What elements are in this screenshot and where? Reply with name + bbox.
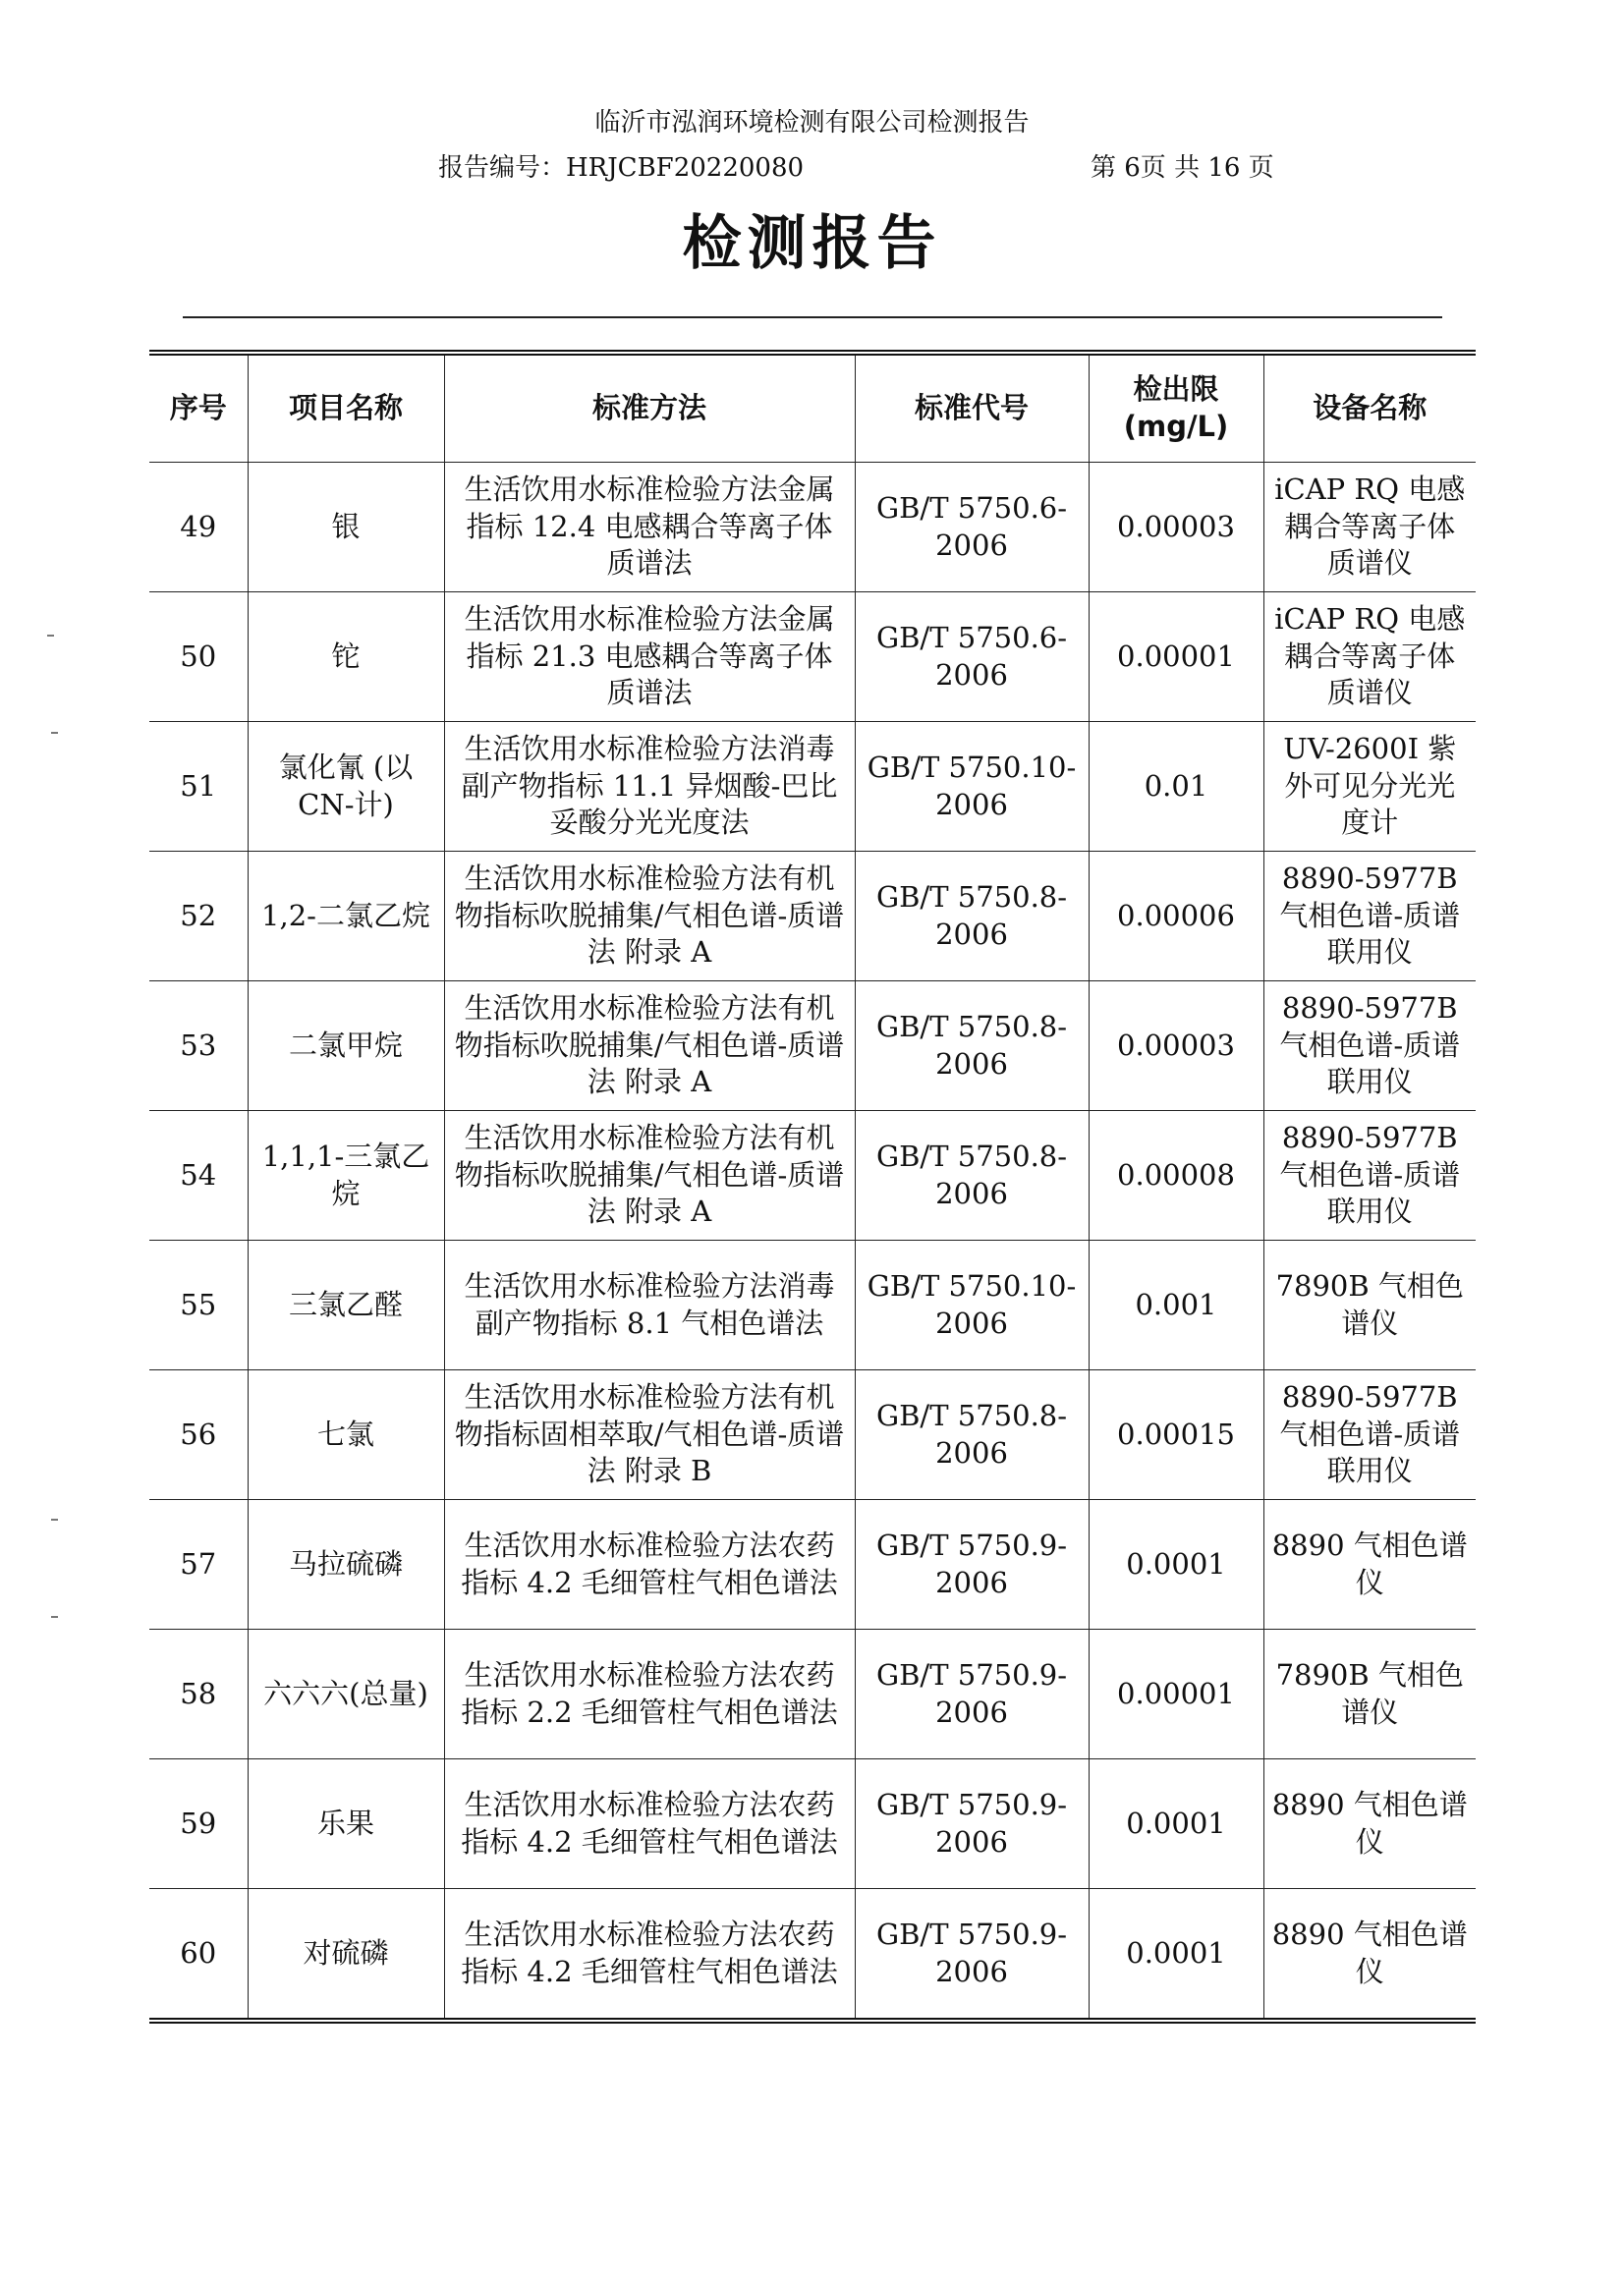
cell-index: 56 (149, 1370, 248, 1500)
report-title: 检测报告 (682, 209, 942, 278)
cell-equipment: 7890B 气相色谱仪 (1263, 1630, 1476, 1759)
cell-equipment: iCAP RQ 电感耦合等离子体质谱仪 (1263, 592, 1476, 722)
cell-equipment: 7890B 气相色谱仪 (1263, 1241, 1476, 1370)
table-row (149, 722, 1476, 852)
cell-limit: 0.0001 (1089, 1500, 1263, 1630)
report-number: 报告编号：HRJCBF20220080 (438, 153, 805, 183)
cell-index: 50 (149, 592, 248, 722)
cell-index: 60 (149, 1889, 248, 2022)
cell-method: 生活饮用水标准检验方法农药指标 4.2 毛细管柱气相色谱法 (444, 1889, 855, 2022)
cell-equipment: UV-2600I 紫外可见分光光度计 (1263, 722, 1476, 852)
cell-item: 七氯 (248, 1370, 444, 1500)
table-row (149, 1759, 1476, 1889)
table-row (149, 1370, 1476, 1500)
cell-method: 生活饮用水标准检验方法消毒副产物指标 8.1 气相色谱法 (444, 1241, 855, 1370)
cell-index: 55 (149, 1241, 248, 1370)
table-row (149, 463, 1476, 592)
results-table (149, 350, 1476, 2024)
cell-limit: 0.00006 (1089, 852, 1263, 981)
cell-item: 对硫磷 (248, 1889, 444, 2022)
cell-limit: 0.00003 (1089, 463, 1263, 592)
cell-code: GB/T 5750.10-2006 (855, 1241, 1089, 1370)
cell-equipment: iCAP RQ 电感耦合等离子体质谱仪 (1263, 463, 1476, 592)
cell-code: GB/T 5750.8-2006 (855, 981, 1089, 1111)
cell-index: 52 (149, 852, 248, 981)
table-row (149, 1500, 1476, 1630)
cell-index: 58 (149, 1630, 248, 1759)
cell-method: 生活饮用水标准检验方法有机物指标固相萃取/气相色谱-质谱法 附录 B (444, 1370, 855, 1500)
cell-index: 59 (149, 1759, 248, 1889)
cell-limit: 0.001 (1089, 1241, 1263, 1370)
cell-equipment: 8890 气相色谱仪 (1263, 1759, 1476, 1889)
cell-item: 三氯乙醛 (248, 1241, 444, 1370)
cell-code: GB/T 5750.6-2006 (855, 463, 1089, 592)
cell-equipment: 8890 气相色谱仪 (1263, 1889, 1476, 2022)
table-row (149, 981, 1476, 1111)
cell-equipment: 8890-5977B 气相色谱-质谱联用仪 (1263, 981, 1476, 1111)
cell-index: 54 (149, 1111, 248, 1241)
cell-code: GB/T 5750.8-2006 (855, 1370, 1089, 1500)
cell-code: GB/T 5750.9-2006 (855, 1759, 1089, 1889)
table-row (149, 1111, 1476, 1241)
cell-method: 生活饮用水标准检验方法有机物指标吹脱捕集/气相色谱-质谱法 附录 A (444, 1111, 855, 1241)
company-header: 临沂市泓润环境检测有限公司检测报告 (594, 108, 1030, 138)
table-header-row (149, 353, 1476, 463)
cell-code: GB/T 5750.9-2006 (855, 1889, 1089, 2022)
cell-method: 生活饮用水标准检验方法金属指标 21.3 电感耦合等离子体质谱法 (444, 592, 855, 722)
cell-method: 生活饮用水标准检验方法金属指标 12.4 电感耦合等离子体质谱法 (444, 463, 855, 592)
cell-item: 氯化氰 (以 CN-计) (248, 722, 444, 852)
table-row (149, 1241, 1476, 1370)
cell-item: 马拉硫磷 (248, 1500, 444, 1630)
table-row (149, 1889, 1476, 2022)
cell-item: 铊 (248, 592, 444, 722)
header-index: 序号 (149, 353, 248, 463)
scan-mark (47, 635, 54, 637)
cell-limit: 0.00001 (1089, 592, 1263, 722)
cell-method: 生活饮用水标准检验方法农药指标 4.2 毛细管柱气相色谱法 (444, 1500, 855, 1630)
cell-index: 49 (149, 463, 248, 592)
cell-equipment: 8890-5977B 气相色谱-质谱联用仪 (1263, 1111, 1476, 1241)
cell-index: 53 (149, 981, 248, 1111)
cell-code: GB/T 5750.6-2006 (855, 592, 1089, 722)
scan-mark (51, 1616, 58, 1618)
cell-item: 乐果 (248, 1759, 444, 1889)
cell-item: 1,1,1-三氯乙烷 (248, 1111, 444, 1241)
cell-code: GB/T 5750.8-2006 (855, 852, 1089, 981)
cell-code: GB/T 5750.8-2006 (855, 1111, 1089, 1241)
header-method: 标准方法 (444, 353, 855, 463)
cell-code: GB/T 5750.9-2006 (855, 1500, 1089, 1630)
cell-method: 生活饮用水标准检验方法有机物指标吹脱捕集/气相色谱-质谱法 附录 A (444, 852, 855, 981)
page-info: 第 6页 共 16 页 (1091, 153, 1274, 183)
scan-mark (51, 732, 58, 734)
cell-limit: 0.00015 (1089, 1370, 1263, 1500)
cell-method: 生活饮用水标准检验方法消毒副产物指标 11.1 异烟酸-巴比妥酸分光光度法 (444, 722, 855, 852)
cell-method: 生活饮用水标准检验方法农药指标 2.2 毛细管柱气相色谱法 (444, 1630, 855, 1759)
cell-index: 51 (149, 722, 248, 852)
header-code: 标准代号 (855, 353, 1089, 463)
header-item: 项目名称 (248, 353, 444, 463)
scan-mark (51, 1519, 58, 1521)
cell-item: 1,2-二氯乙烷 (248, 852, 444, 981)
cell-equipment: 8890 气相色谱仪 (1263, 1500, 1476, 1630)
cell-code: GB/T 5750.9-2006 (855, 1630, 1089, 1759)
table-row (149, 852, 1476, 981)
cell-limit: 0.0001 (1089, 1759, 1263, 1889)
cell-limit: 0.0001 (1089, 1889, 1263, 2022)
table-row (149, 1630, 1476, 1759)
cell-equipment: 8890-5977B 气相色谱-质谱联用仪 (1263, 1370, 1476, 1500)
cell-code: GB/T 5750.10-2006 (855, 722, 1089, 852)
cell-index: 57 (149, 1500, 248, 1630)
cell-limit: 0.00008 (1089, 1111, 1263, 1241)
table-row (149, 592, 1476, 722)
title-divider (183, 316, 1442, 318)
cell-limit: 0.00003 (1089, 981, 1263, 1111)
cell-equipment: 8890-5977B 气相色谱-质谱联用仪 (1263, 852, 1476, 981)
cell-method: 生活饮用水标准检验方法有机物指标吹脱捕集/气相色谱-质谱法 附录 A (444, 981, 855, 1111)
cell-limit: 0.00001 (1089, 1630, 1263, 1759)
cell-item: 六六六(总量) (248, 1630, 444, 1759)
header-limit: 检出限 (mg/L) (1089, 353, 1263, 463)
cell-method: 生活饮用水标准检验方法农药指标 4.2 毛细管柱气相色谱法 (444, 1759, 855, 1889)
cell-item: 二氯甲烷 (248, 981, 444, 1111)
cell-limit: 0.01 (1089, 722, 1263, 852)
header-equipment: 设备名称 (1263, 353, 1476, 463)
cell-item: 银 (248, 463, 444, 592)
